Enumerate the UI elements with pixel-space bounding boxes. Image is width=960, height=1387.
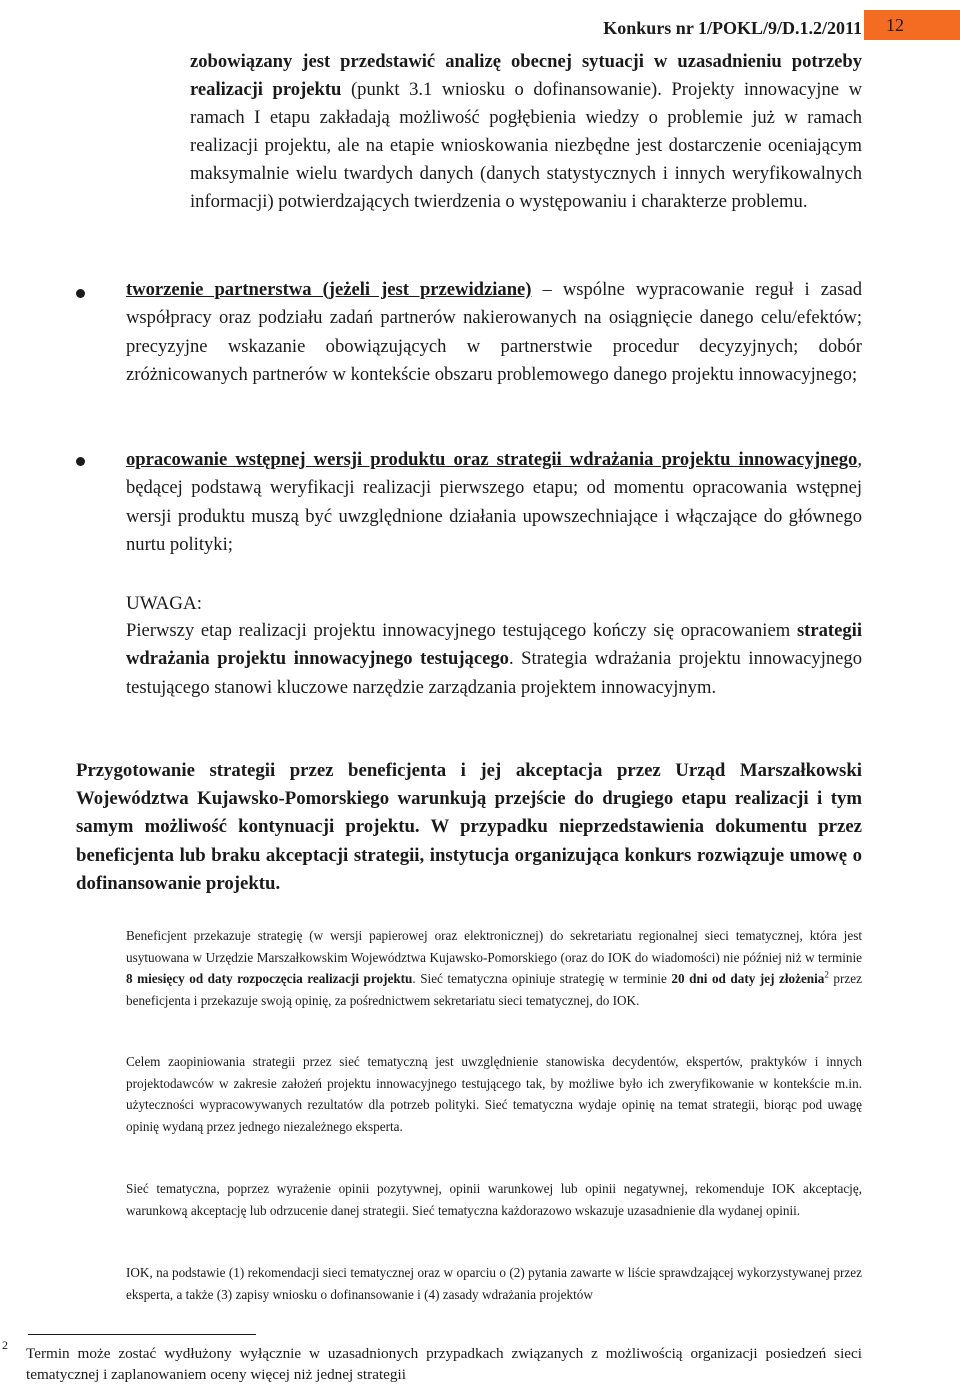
bullet-body: – wspólne wypracowanie reguł i zasad współpracy oraz podziału zadań partnerów nakierowanych na osiągnięcie danego celu/efektów; precyzyjne wskazanie obowiązujących w partnerstwie procedur decyzyjnych; dobór zróżnicowanych partnerów w kontekście obszaru problemowego danego projektu innowacyjnego;: [126, 279, 862, 386]
deadline-bold: 20 dni od daty jej złożenia: [671, 971, 825, 986]
text-run: przez beneficjenta i przekazuje swoją opinię, za pośrednictwem sekretariatu sieci tematycznej, do IOK.: [126, 971, 862, 1008]
deadline-bold: 8 miesięcy od daty rozpoczęcia realizacji projektu: [126, 971, 413, 986]
footnote-ref: 2: [824, 969, 829, 980]
document-reference: Konkurs nr 1/POKL/9/D.1.2/2011: [603, 18, 862, 38]
intro-bold: zobowiązany jest przedstawić analizę obecnej sytuacji w uzasadnieniu potrzeby realizacji projektu: [190, 51, 862, 100]
small-paragraph-2: Celem zaopiniowania strategii przez sieć tematyczną jest uwzględnienie stanowiska decydentów, ekspertów, praktyków i innych projektodawców w zakresie założeń projektu innowacyjnego testującego tak, by możliwe było ich zweryfikowanie w kontekście m.in. użyteczności wypracowywanych rezultatów dla potrzeb polityki. Sieć tematyczna wydaje opinię na temat strategii, biorąc pod uwagę opinię wydaną przez jednego niezależnego eksperta.: [126, 1054, 862, 1134]
bullet-icon: [76, 457, 85, 466]
bullet-title: opracowanie wstępnej wersji produktu oraz strategii wdrażania projektu innowacyjnego: [126, 449, 858, 470]
small-paragraph-1: [126, 925, 862, 1011]
footnote-marker: 2: [2, 1338, 8, 1352]
small-paragraph-3: Sieć tematyczna, poprzez wyrażenie opinii pozytywnej, opinii warunkowej lub opinii negatywnej, rekomenduje IOK akceptację, warunkową akceptację lub odrzucenie danej strategii. Sieć tematyczna każdorazowo wskazuje uzasadnienie dla wydanej opinii.: [126, 1181, 862, 1218]
note-heading: UWAGA:: [126, 593, 202, 614]
footnote-divider: [28, 1334, 256, 1335]
intro-paragraph: [190, 48, 862, 216]
note-text-a: Pierwszy etap realizacji projektu innowacyjnego testującego kończy się opracowaniem: [126, 620, 797, 641]
intro-text: (punkt 3.1 wniosku o dofinansowanie). Projekty innowacyjne w ramach I etapu zakładają możliwość pogłębienia wiedzy o problemie już w ramach realizacji projektu, ale na etapie wnioskowania niezbędne jest dostarczenie oceniającym maksymalnie wielu twardych danych (danych statystycznych i innych weryfikowalnych informacji) potwierdzających twierdzenia o występowaniu i charakterze problemu.: [190, 79, 863, 212]
bullet-icon: [76, 289, 85, 298]
bullet-title: tworzenie partnerstwa (jeżeli jest przewidziane): [126, 279, 532, 300]
note-bold: strategii wdrażania projektu innowacyjnego testującego: [126, 620, 862, 670]
page-number-badge: 12: [864, 10, 960, 40]
note-paragraph: [126, 617, 862, 702]
footnote-text: Termin może zostać wydłużony wyłącznie w uzasadnionych przypadkach związanych z możliwością organizacji posiedzeń sieci tematycznej i zaplanowaniem oceny więcej niż jednej strategii: [26, 1345, 862, 1383]
strategy-acceptance-paragraph: Przygotowanie strategii przez beneficjenta i jej akceptacja przez Urząd Marszałkowski Województwa Kujawsko-Pomorskiego warunkują przejście do drugiego etapu realizacji i tym samym możliwość kontynuacji projektu. W przypadku nieprzedstawienia dokumentu przez beneficjenta lub braku akceptacji strategii, instytucja organizująca konkurs rozwiązuje umowę o dofinansowanie projektu.: [76, 760, 862, 894]
text-run: Beneficjent przekazuje strategię (w wersji papierowej oraz elektronicznej) do sekretariatu regionalnej sieci tematycznej, która jest usytuowana w Urzędzie Marszałkowskim Województwa Kujawsko-Pomorskiego (oraz do IOK do wiadomości) nie później niż w terminie: [126, 928, 862, 965]
bullet-product-strategy: [126, 446, 862, 560]
bullet-body: , będącej podstawą weryfikacji realizacji pierwszego etapu; od momentu opracowania wstępnej wersji produktu muszą być uwzględnione działania upowszechniające i włączające do głównego nurtu polityki;: [126, 449, 862, 556]
bullet-partnership: [126, 276, 862, 390]
text-run: . Sieć tematyczna opiniuje strategię w terminie: [412, 971, 672, 986]
small-paragraph-4: IOK, na podstawie (1) rekomendacji sieci tematycznej oraz w oparciu o (2) pytania zawarte w liście sprawdzającej wykorzystywanej przez eksperta, a także (3) zapisy wniosku o dofinansowanie i (4) zasady wdrażania projektów: [126, 1265, 862, 1302]
note-text-b: . Strategia wdrażania projektu innowacyjnego testującego stanowi kluczowe narzędzie zarządzania projektem innowacyjnym.: [126, 648, 863, 698]
